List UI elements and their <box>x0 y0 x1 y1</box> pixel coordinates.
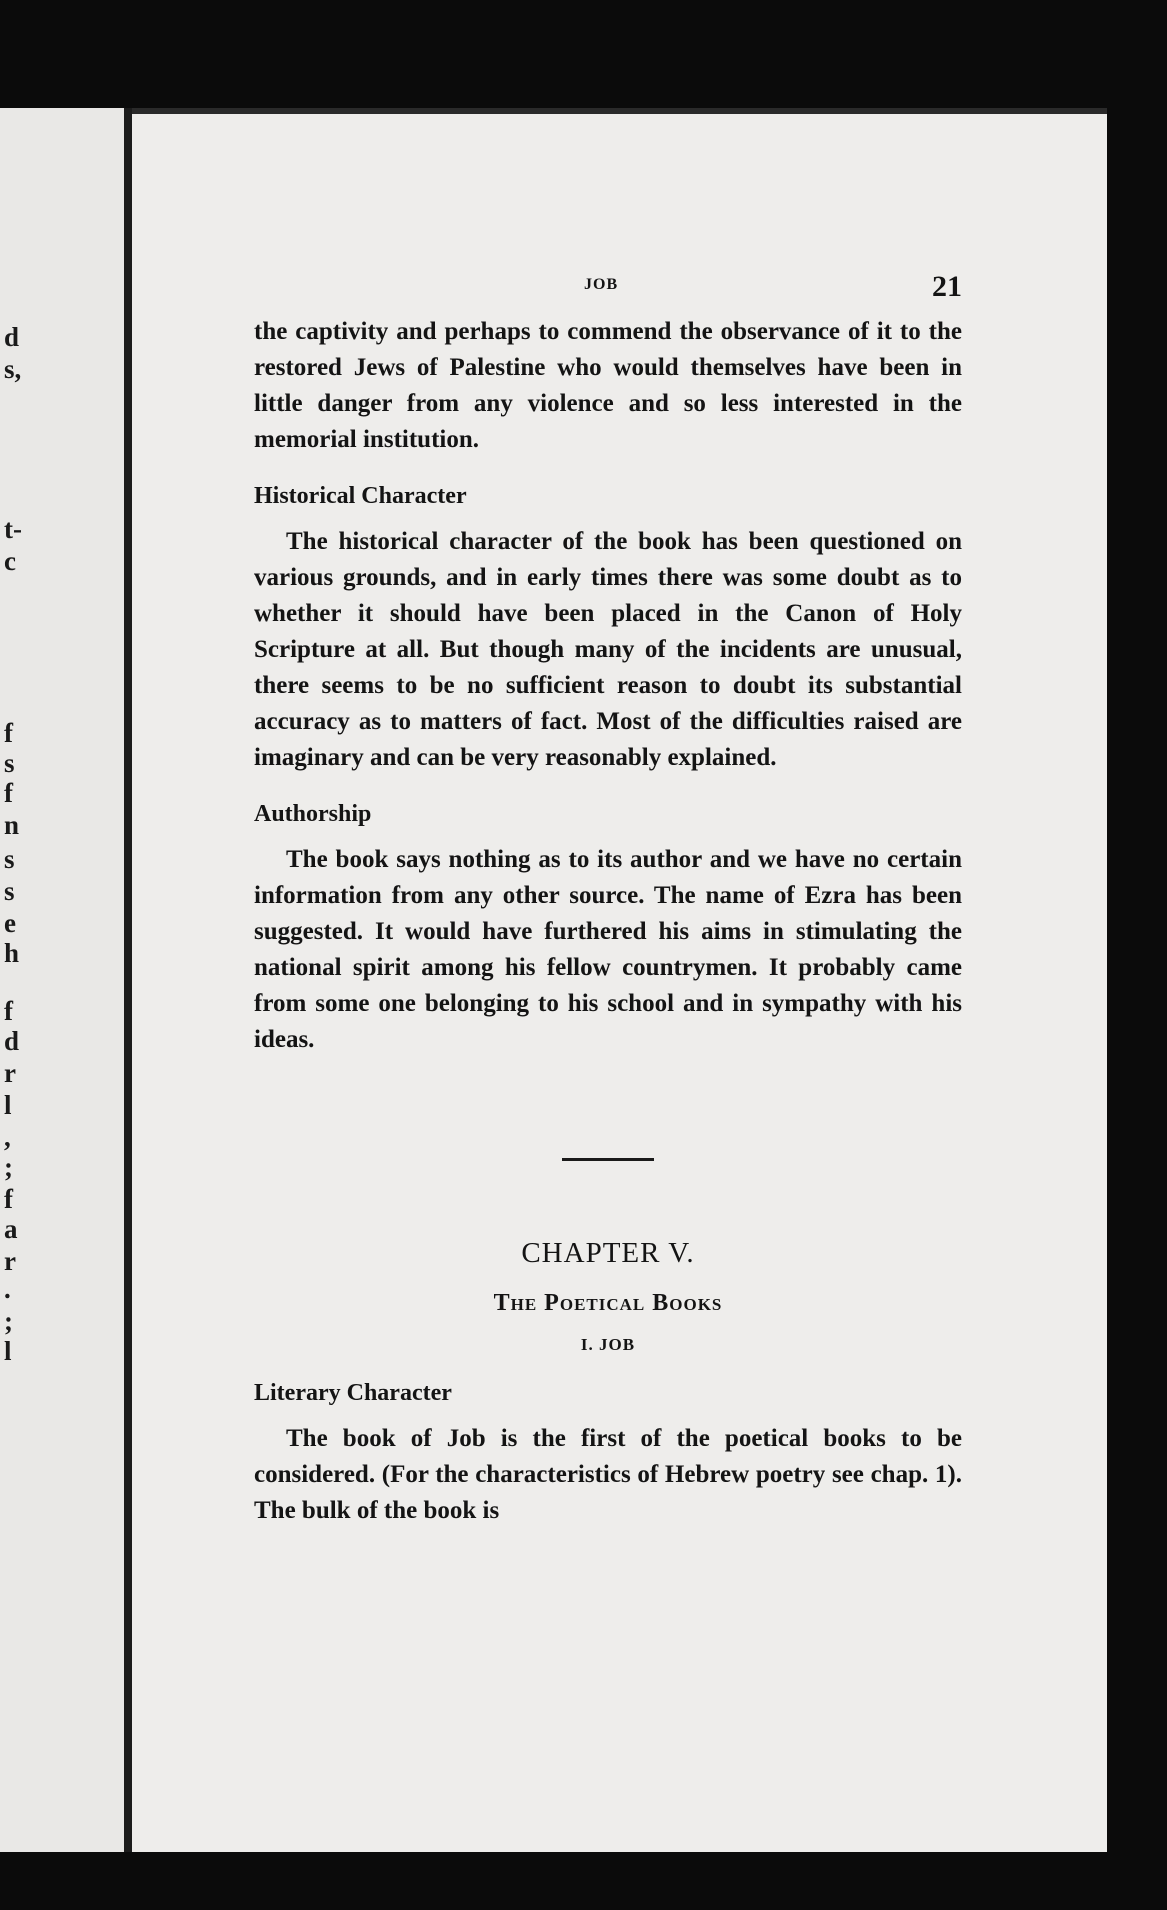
section-body-historical-character: The historical character of the book has been questioned on various grounds, and in early times there was some doubt as to whether it should have been placed in the Canon of Holy Scripture at all. But though many of the incidents are unusual, there seems to be no sufficient reason to doubt its substantial accuracy as to matters of fact. Most of the difficulties raised are imaginary and can be very reasonably explained. <box>254 528 962 771</box>
facing-page-fragment: d <box>4 1026 20 1056</box>
facing-page-fragment: n <box>4 810 20 840</box>
book-page <box>132 108 1107 1852</box>
facing-page-fragment: e <box>4 908 16 938</box>
facing-page-fragment: l <box>4 1090 12 1120</box>
page-top-edge <box>132 108 1107 114</box>
facing-page-fragment: s <box>4 876 15 906</box>
opening-paragraph: the captivity and perhaps to commend the observance of it to the restored Jews of Palestine who would themselves have been in little danger from any violence and so less interested in the memorial institution. <box>254 318 962 453</box>
facing-page-fragments <box>0 108 40 1852</box>
facing-page-fragment: f <box>4 1184 13 1214</box>
facing-page-fragment: s, <box>4 354 22 384</box>
facing-page-fragment: h <box>4 938 20 968</box>
facing-page-fragment: r <box>4 1246 16 1276</box>
facing-page-fragment: r <box>4 1058 16 1088</box>
page-number: 21 <box>932 270 962 303</box>
running-title: JOB <box>584 276 619 293</box>
running-head <box>254 270 962 314</box>
chapter-subtitle: The Poetical Books <box>493 1290 723 1316</box>
section-heading-authorship: Authorship <box>254 801 372 827</box>
page-text-block <box>254 270 962 1529</box>
facing-page-fragment: a <box>4 1214 18 1244</box>
book-gutter <box>124 108 132 1852</box>
facing-page-fragment: t- <box>4 514 22 544</box>
chapter-title: CHAPTER V. <box>521 1237 695 1269</box>
facing-page-fragment: , <box>4 1122 11 1152</box>
section-body-authorship: The book says nothing as to its author and we have no certain information from any other source. The name of Ezra has been suggested. It would have furthered his aims in stimulating the national spirit among his fellow countrymen. It probably came from some one belonging to his school and in sympathy with his ideas. <box>254 846 962 1053</box>
section-heading-historical-character: Historical Character <box>254 483 467 509</box>
facing-page-fragment: l <box>4 1336 12 1366</box>
section-divider <box>562 1158 654 1161</box>
facing-page-fragment: f <box>4 718 13 748</box>
facing-page-fragment: ; <box>4 1306 13 1336</box>
facing-page-fragment: d <box>4 322 20 352</box>
section-heading-literary-character: Literary Character <box>254 1380 452 1406</box>
chapter-part-label: I. JOB <box>580 1335 636 1354</box>
facing-page-fragment: s <box>4 844 15 874</box>
facing-page-fragment: f <box>4 778 13 808</box>
facing-page-left <box>0 108 128 1852</box>
facing-page-fragment: c <box>4 546 16 576</box>
facing-page-fragment: f <box>4 996 13 1026</box>
section-body-literary-character: The book of Job is the first of the poetical books to be considered. (For the characteristics of Hebrew poetry see chap. 1). The bulk of the book is <box>254 1425 962 1524</box>
facing-page-fragment: ; <box>4 1152 13 1182</box>
facing-page-fragment: . <box>4 1274 11 1304</box>
scan-background-right <box>1107 108 1167 1852</box>
facing-page-fragment: s <box>4 748 15 778</box>
